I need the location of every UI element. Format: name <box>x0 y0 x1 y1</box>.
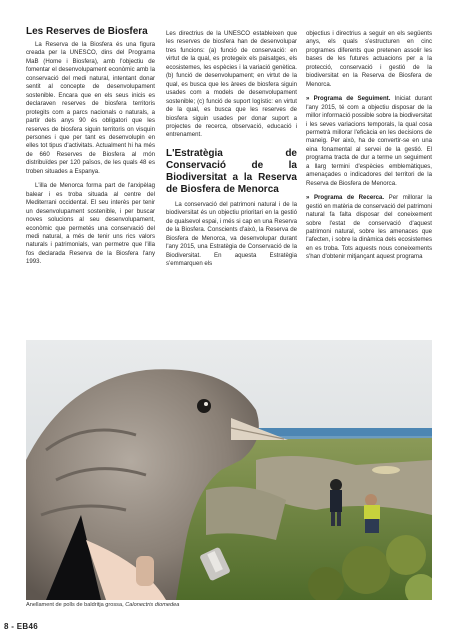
program-label: » Programa de Seguiment. <box>306 95 391 103</box>
paragraph: La conservació del patrimoni natural i de la biodiversitat és un objectiu prioritari en la gestió de qualsevol espai, i més si cap en una Reserva de la Biosfera. Conscients d'això, la Reserva de Biosfera de Menorca, va desenvolupar durant l'any 2015, una Estratègia de Conservació de la Biodiversitat. En aquesta Estratègia s'emmarquen els <box>166 200 297 268</box>
caption-text: Anellament de polls de baldritja grossa, <box>26 602 126 608</box>
caption-species: Calonectris diomedea <box>125 602 180 608</box>
section-heading-estrategia: L'Estratègia de Conservació de la Biodiversitat a la Reserva de Biosfera de Menorca <box>166 147 297 195</box>
program-text: Per millorar la gestió en matèria de conservació del patrimoni natural fa falta disposar del coneixement sobre l'estat de conservació d'aquest patrimoni natural, sobre les amenaces que l'afecten, i sobre la dinàmica dels ecosistemes en es troba. Tots aquests nous coneixements s'han d'obtenir mitjançant aquest programa <box>306 194 433 261</box>
photo-illustration <box>26 340 432 600</box>
photo-bird-ringing <box>26 340 432 600</box>
section-heading-reserves: Les Reserves de Biosfera <box>26 26 148 37</box>
program-text: Iniciat durant l'any 2015, té com a objectiu disposar de la millor informació possible sobre la biodiversitat i les seves variacions temporals, la qual cosa permetrà millorar l'eficàcia en les decisions de maneig. Per això, ha de convertir-se en una eina fonamental al servei de la gestió. El programa tracta de dur a terme un seguiment a llarg termini d'espècies emblemàtiques, amenaçades o indicadores del territori de la Reserva de Biosfera de Menorca. <box>306 95 432 187</box>
photo-caption <box>26 602 179 608</box>
paragraph: Les directrius de la UNESCO estableixen que les reserves de biosfera han de desenvolupar tres funcions: (a) funció de conservació: en virtut de la qual, es protegeix els paisatges, els ecosistemes, les espècies i la variació genètica. (b) funció de desenvolupament; en virtut de la qual, es busca que les àrees de biosfera siguin usades com a models de desenvolupament sostenible; (c) funció de suport logístic: en virtut de la qual, es busca que les reserves de biosfera siguin usades per donar suport a projectes de recerca, observació, educació i entrenament. <box>166 30 297 139</box>
paragraph-recerca <box>306 194 432 262</box>
column-left <box>26 26 155 273</box>
paragraph: L'illa de Menorca forma part de l'arxipèlag balear i es troba situada al centre del Mediterrani occidental. El seu interès per tenir un desenvolupament sostenible, i per buscar noves solucions al seu desenvolupament, econòmic que permetés una conservació del medi natural, a més de tenir uns rics valors naturals i patrimonials, van permetre que l'illa fos declarada Reserva de la Biosfera l'any 1993. <box>26 182 155 266</box>
paragraph: La Reserva de la Biosfera és una figura creada per la UNESCO, dins del Programa MaB (Home i Biosfera), amb l'objectiu de fomentar el desenvolupament econòmic amb la conservació del medi natural, intentant donar sentit al concepte de desenvolupament sostenible. Encara que en els seus inicis es declaraven reserves de biosfera territoris protegits com a parcs nacionals o naturals, a partir dels anys 90 és obligatori que les reserves de biosfera siguin territoris on visquin persones i que per tant es desenvolupin en elles tot tipus d'activitats. Actualment hi ha més de 660 Reserves de Biosfera al món distribuïdes per 120 països, de les quals 48 es troben situades a Espanya. <box>26 41 155 175</box>
column-middle <box>166 30 297 275</box>
paragraph-seguiment <box>306 95 432 188</box>
paragraph: objectius i directrius a seguir en els següents anys, els quals s'estructuren en cinc programes diferents que pretenen assolir les bases de les futures actuacions per a la protecció, conservació i gestió de la biodiversitat en la Reserva de Biosfera de Menorca. <box>306 30 432 88</box>
column-right <box>306 30 432 268</box>
program-label: » Programa de Recerca. <box>306 194 385 202</box>
page-number: 8 - EB46 <box>4 622 38 631</box>
